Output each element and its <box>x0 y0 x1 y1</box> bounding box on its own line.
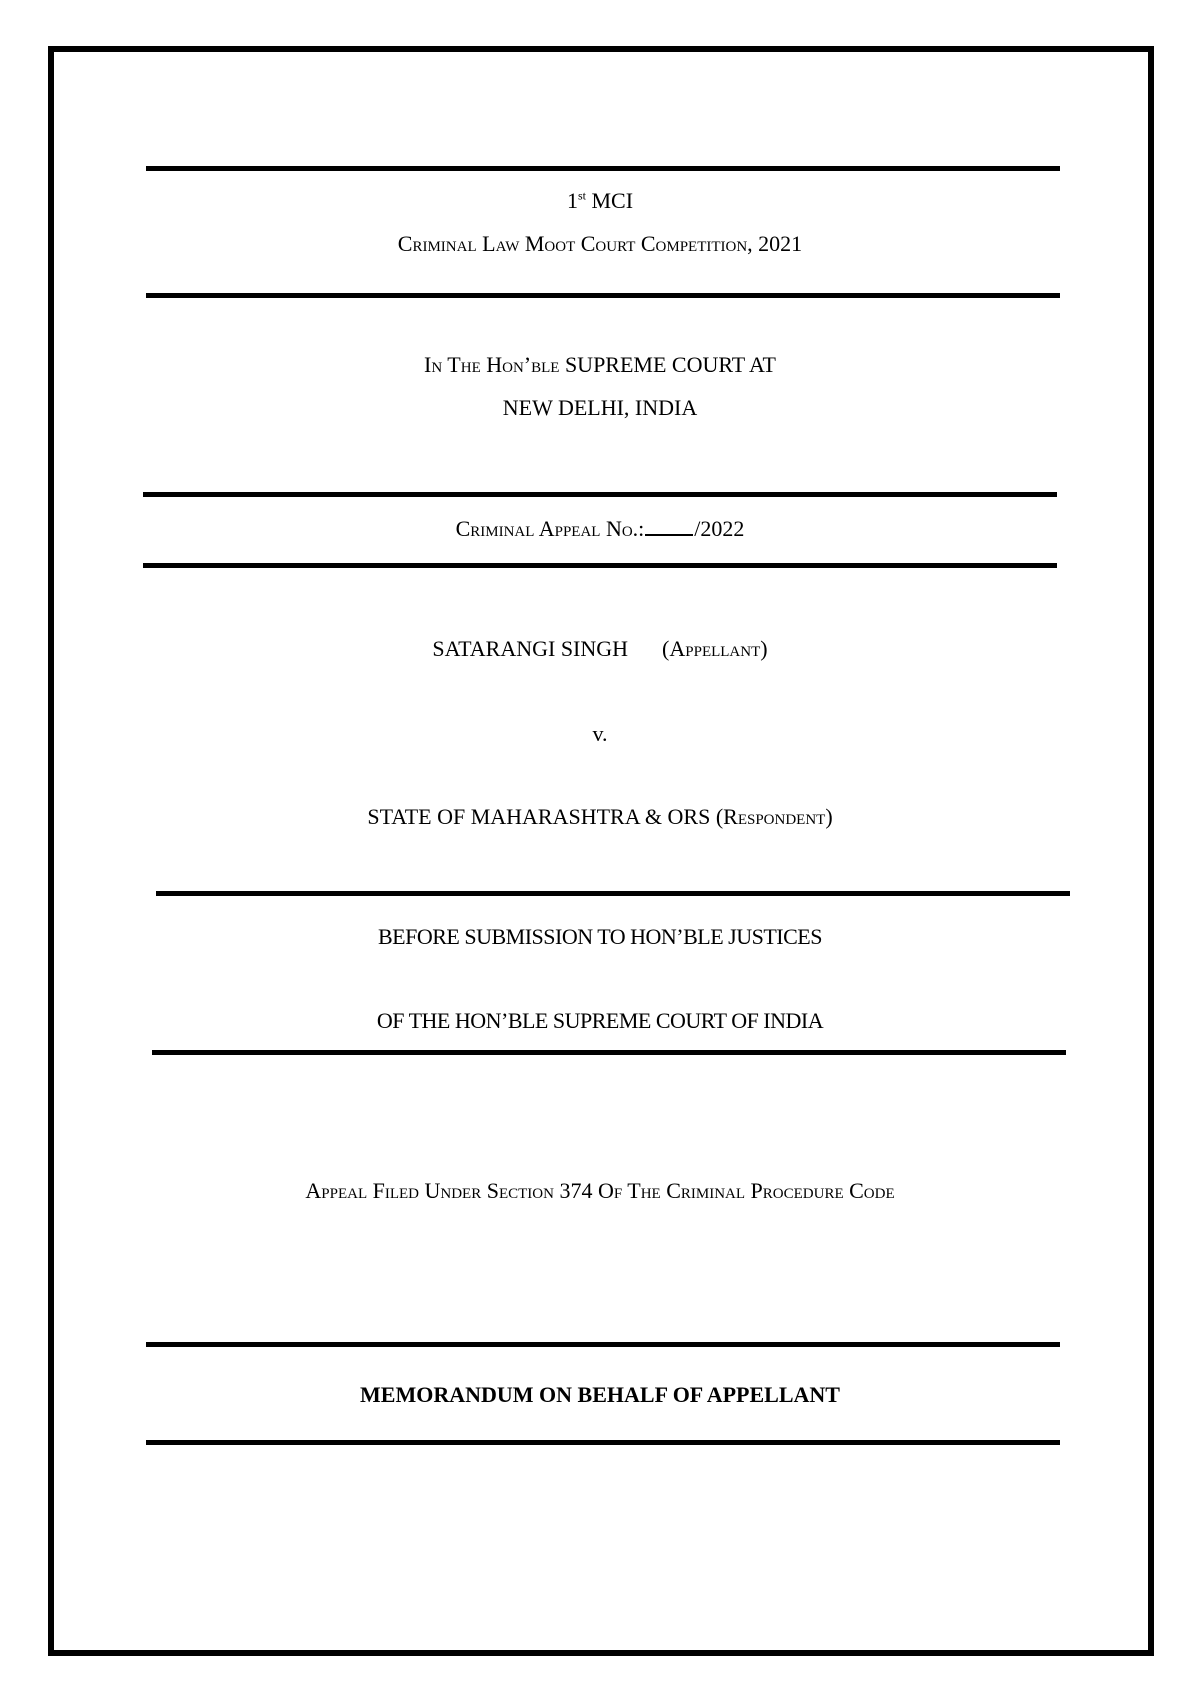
edition-superscript: st <box>577 188 586 203</box>
rule-appeal-bottom <box>143 563 1057 568</box>
competition-title: Criminal Law Moot Court Competition, 2021 <box>397 231 803 256</box>
edition-number: 1 <box>566 188 578 213</box>
respondent-name: STATE OF MAHARASHTRA & ORS <box>367 804 711 829</box>
rule-header-bottom <box>146 293 1060 298</box>
appeal-number-blank <box>645 516 693 536</box>
submission-line-1: BEFORE SUBMISSION TO HON’BLE JUSTICES <box>378 924 822 949</box>
submission-line-2: OF THE HON’BLE SUPREME COURT OF INDIA <box>376 1008 824 1033</box>
appeal-year: /2022 <box>694 516 745 541</box>
rule-memorandum-bottom <box>146 1440 1060 1445</box>
memorandum-title: MEMORANDUM ON BEHALF OF APPELLANT <box>360 1382 840 1407</box>
respondent-line <box>0 804 1200 830</box>
appellant-line <box>0 636 1200 662</box>
court-line-1: In The Hon’ble SUPREME COURT AT <box>424 352 776 377</box>
rule-submission-bottom <box>152 1050 1066 1055</box>
appeal-number-line <box>0 516 1200 542</box>
court-line-2: NEW DELHI, INDIA <box>502 395 698 420</box>
filing-statement: Appeal Filed Under Section 374 Of The Criminal Procedure Code <box>305 1178 895 1203</box>
rule-appeal-top <box>143 492 1057 497</box>
appeal-label: Criminal Appeal No.: <box>455 516 645 541</box>
edition-name: MCI <box>591 188 634 213</box>
appellant-name: SATARANGI SINGH <box>432 636 629 661</box>
respondent-role: (Respondent) <box>715 804 833 829</box>
edition-line <box>0 188 1200 214</box>
appellant-role: (Appellant) <box>662 636 768 661</box>
page-border <box>48 46 1154 1656</box>
rule-memorandum-top <box>146 1342 1060 1347</box>
versus: v. <box>592 721 608 746</box>
rule-header-top <box>146 166 1060 171</box>
rule-submission-top <box>156 891 1070 896</box>
